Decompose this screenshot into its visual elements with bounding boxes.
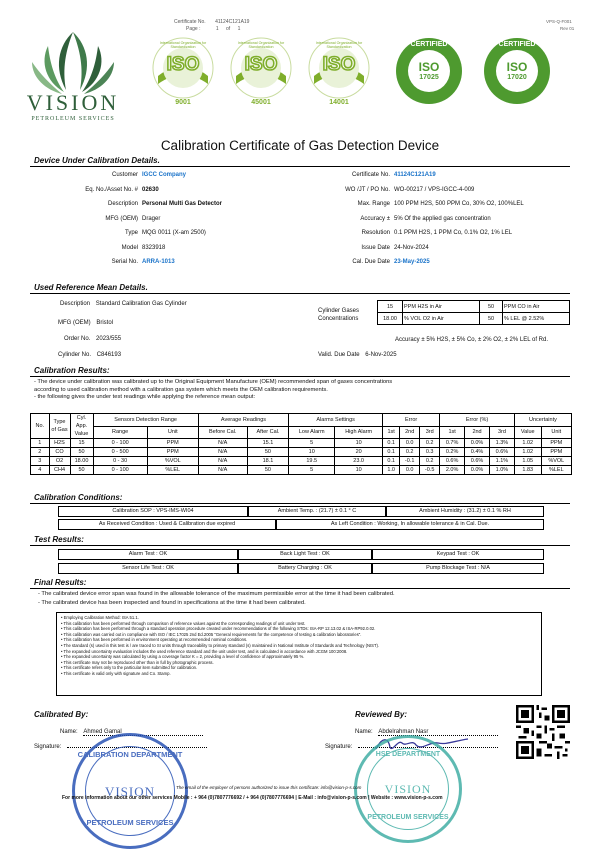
results-line: - the following gives the under test readings while applying the reference mean output: — [34, 394, 256, 401]
table-cell: %LEL — [147, 466, 198, 475]
table-row — [31, 448, 572, 457]
table-cell: %LEL — [541, 466, 571, 475]
field-value: ARRA-1013 — [142, 259, 175, 265]
field-value: Personal Multi Gas Detector — [142, 201, 223, 207]
backlight-test: Back Light Test : OK — [238, 549, 372, 560]
th-high: High Alarm — [335, 426, 383, 439]
iso-number: 9001 — [175, 99, 191, 106]
table-cell: N/A — [198, 448, 247, 457]
note-line: • This calibration has been performed in environment operating at recommended nominal conditions. — [61, 637, 248, 643]
note-line: • The expanded uncertainty evaluation includes the used reference standard and the unit under test, and is calculated in accordance with JCGM 100:2008. — [61, 648, 348, 654]
iso-9001-badge-icon — [146, 36, 220, 112]
conc-row — [378, 313, 570, 325]
field-value: MQG 0011 (X-am 2500) — [142, 230, 206, 236]
field-label: WO /JT / PO No. — [345, 186, 390, 193]
table-cell: 0.1 — [383, 448, 400, 457]
table-cell: %VOL — [541, 457, 571, 466]
conc-cell: 18.00 — [378, 313, 403, 325]
table-cell: 0.4% — [465, 448, 490, 457]
footer-disclaimer: The email of the employer of persons authorized to issue this certificate: info@vision-p-s.com — [176, 785, 362, 790]
field-row — [310, 257, 580, 272]
table-cell: 1.3% — [489, 439, 514, 448]
iso-text: ISO — [166, 54, 200, 75]
rev-name-row: Name: Abdelrahman Nasr — [355, 729, 498, 736]
field-label: Accuracy ± — [360, 215, 390, 222]
table-cell: 0.0% — [465, 439, 490, 448]
field-label: Eq. No./Asset No. # — [85, 186, 138, 193]
table-row — [31, 439, 572, 448]
table-cell: 0 - 500 — [93, 448, 147, 457]
final-text — [38, 590, 395, 608]
doc-rev: Rev 01 — [560, 26, 575, 31]
stamp-left-bottom: PETROLEUM SERVICES — [86, 818, 174, 827]
field-value: 0.1 PPM H2S, 1 PPM Co, 0.1% O2, 1% LEL — [394, 230, 513, 236]
conc-cell: 15 — [378, 301, 403, 313]
conditions-heading: Calibration Conditions: — [34, 493, 123, 502]
certified-iso: ISO — [418, 60, 440, 74]
field-row — [310, 243, 580, 258]
note-line: • This calibration was carried out in compliance with ISO / IEC 17025 2nd Ed.2005 "General requirements for the competence of testing & calibration laboratories". — [61, 631, 362, 637]
th-alarm: Alarms Settings — [289, 414, 383, 427]
urm-heading: Used Reference Mean Details. — [34, 283, 148, 292]
table-cell: 1.0 — [383, 466, 400, 475]
th-range: Range — [93, 426, 147, 439]
table-cell: 0.7% — [440, 439, 465, 448]
table-cell: -0.1 — [400, 457, 420, 466]
table-cell: 5 — [289, 466, 335, 475]
table-cell: 0 - 100 — [93, 466, 147, 475]
final-line: - The calibrated device error span was found in the allowable tolerance of the maximum permissible error at the time it had been calibrated. — [38, 591, 395, 597]
iso-number: 45001 — [251, 99, 271, 106]
th-unit: Unit — [147, 426, 198, 439]
urm-cylinder: Cylinder No. C846193 — [58, 352, 122, 358]
urm-accuracy: Accuracy ± 5% H2S, ± 5% Co, ± 2% O2, ± 2% LEL of Rd. — [395, 337, 549, 343]
field-row — [310, 228, 580, 243]
results-line: - The device under calibration was calibrated up to the Original Equipment Manufacture (OEM) recommended span of gases concentrations — [34, 379, 393, 385]
humidity-box: Ambient Humidity : (31.2) ± 0.1 % RH — [386, 506, 544, 517]
table-cell: 2 — [31, 448, 50, 457]
final-heading: Final Results: — [34, 578, 87, 587]
battery-test: Battery Charging : OK — [238, 563, 372, 574]
conc-row — [378, 301, 570, 313]
note-line: • This calibration has been performed through a standard operation procedure created under recommendations of the following STDs: ISA-RP 12.13.02 & ISA-RP92.0.02. — [61, 626, 376, 632]
calibrated-by: Calibrated By: — [34, 710, 89, 719]
th-pct2: 2nd — [465, 426, 490, 439]
note-line: • This calibration has been performed through comparison of reference values against the corresponding readings of unit under test. — [61, 620, 306, 626]
left-box: As Left Condition : Working, In allowable tolerance & in Cal. Due. — [276, 519, 544, 530]
certified-number: 17020 — [507, 74, 527, 81]
table-cell: 0.2 — [420, 457, 440, 466]
conc-cell: PPM CO in Air — [503, 301, 570, 313]
keypad-test: Keypad Test : OK — [372, 549, 544, 560]
iso-text: ISO — [244, 54, 278, 75]
field-label: Resolution — [361, 230, 390, 236]
stamp-left-top: CALIBRATION DEPARTMENT — [77, 750, 183, 759]
field-label: Cal. Due Date — [352, 259, 390, 265]
table-cell: 20 — [335, 448, 383, 457]
table-row — [31, 466, 572, 475]
results-table — [30, 413, 572, 475]
table-cell: H2S — [49, 439, 70, 448]
results-text — [34, 379, 392, 402]
note-line: • This certificate is valid only with signature and Co. Stamp. — [61, 670, 171, 676]
table-cell: 4 — [31, 466, 50, 475]
field-value: WO-00217 / VPS-IGCC-4-009 — [394, 186, 475, 193]
alarm-test: Alarm Test : OK — [58, 549, 238, 560]
field-row — [30, 199, 300, 214]
th-after: After Cal. — [247, 426, 289, 439]
conc-label: Cylinder Gases Concentrations — [318, 308, 360, 322]
table-cell: 2.0% — [440, 466, 465, 475]
iso-number: 14001 — [329, 99, 349, 106]
certified-17025-badge-icon — [396, 38, 462, 104]
th-err3: 3rd — [420, 426, 440, 439]
urm-mfg: MFG (OEM) Bristol — [58, 320, 114, 326]
conc-cell: 50 — [480, 313, 503, 325]
th-cyl: Cyl. App. Value — [70, 414, 93, 439]
field-value: 5% Of the applied gas concentration — [394, 215, 491, 222]
table-cell: 18.1 — [247, 457, 289, 466]
header-page: Page : 1 of 1 — [186, 26, 241, 32]
stamp-left-mid: VISION — [104, 784, 156, 799]
table-cell: 3 — [31, 457, 50, 466]
cal-name-row: Name: Ahmed Gamal — [60, 729, 203, 736]
conc-cell: % VOL O2 in Air — [403, 313, 480, 325]
company-logo — [18, 28, 128, 128]
field-row — [310, 185, 580, 200]
page-title: Calibration Certificate of Gas Detection Device — [160, 138, 440, 153]
field-label: Certificate No. — [351, 172, 390, 178]
table-cell: 50 — [70, 448, 93, 457]
th-low: Low Alarm — [289, 426, 335, 439]
table-cell: PPM — [147, 439, 198, 448]
th-sdr: Sensors Detection Range — [93, 414, 198, 427]
cal-signature-row: Signature: — [34, 744, 207, 750]
field-label: Type — [124, 230, 138, 236]
th-pct3: 3rd — [489, 426, 514, 439]
divider — [30, 376, 570, 377]
hse-stamp-icon — [354, 735, 462, 843]
table-cell: 0.0% — [465, 466, 490, 475]
table-cell: 0.2 — [400, 448, 420, 457]
table-cell: PPM — [147, 448, 198, 457]
table-cell: 10 — [289, 448, 335, 457]
table-cell: 0.6% — [489, 448, 514, 457]
table-cell: PPM — [541, 439, 571, 448]
iso-text: ISO — [322, 54, 356, 75]
th-err1: 1st — [383, 426, 400, 439]
table-cell: 19.5 — [289, 457, 335, 466]
field-row — [30, 170, 300, 185]
note-line: • This certificate may not be reproduced other than in full by photographic process. — [61, 659, 214, 665]
field-value: IGCC Company — [142, 172, 187, 178]
field-row — [30, 214, 300, 229]
conc-cell: PPM H2S in Air — [403, 301, 480, 313]
sop-box: Calibration SOP : VPS-IMS-WI04 — [58, 506, 248, 517]
field-row — [30, 228, 300, 243]
iso-45001-badge-icon — [224, 36, 298, 112]
temp-box: Ambient Temp. : (21.7) ± 0.1 ° C — [248, 506, 386, 517]
table-cell: 0 - 30 — [93, 457, 147, 466]
field-row — [30, 185, 300, 200]
field-label: Customer — [111, 172, 138, 178]
note-line: • This certificate refers only to the particular item submitted for calibration. — [61, 665, 198, 671]
field-value: 41124C121A19 — [394, 172, 436, 178]
th-before: Before Cal. — [198, 426, 247, 439]
stamp-right-mid: VISION — [384, 782, 432, 796]
table-cell: 50 — [70, 466, 93, 475]
urm-valid: Valid. Due Date 6-Nov-2025 — [318, 352, 397, 358]
notes-box — [56, 612, 542, 696]
table-cell: 15.1 — [247, 439, 289, 448]
stamp-right-top: HSE DEPARTMENT — [375, 751, 441, 758]
rev-signature-row: Signature: — [325, 744, 498, 750]
table-cell: N/A — [198, 457, 247, 466]
certified-text: CERTIFIED — [410, 41, 448, 48]
company-name: VISION — [26, 90, 120, 115]
final-line: - The calibrated device has been inspected and found in specifications at the time it had been calibrated. — [38, 600, 306, 606]
reviewed-by: Reviewed By: — [355, 710, 408, 719]
th-err2: 2nd — [400, 426, 420, 439]
table-cell: 0.0 — [400, 466, 420, 475]
urm-order: Order No. 2023/555 — [64, 336, 122, 342]
table-cell: 0.2% — [440, 448, 465, 457]
table-cell: 1.0% — [489, 466, 514, 475]
field-value: 24-Nov-2024 — [394, 244, 429, 251]
certified-text: CERTIFIED — [498, 41, 536, 48]
table-cell: 0.0 — [400, 439, 420, 448]
table-row — [31, 457, 572, 466]
field-row — [310, 170, 580, 185]
field-row — [310, 199, 580, 214]
table-cell: 1.83 — [514, 466, 541, 475]
table-cell: -0.5 — [420, 466, 440, 475]
table-cell: 23.0 — [335, 457, 383, 466]
table-cell: %VOL — [147, 457, 198, 466]
iso-badges — [146, 36, 378, 114]
table-cell: N/A — [198, 466, 247, 475]
table-cell: 0.3 — [420, 448, 440, 457]
note-line: • Employing Calibration Method: ISA 51.1. — [61, 615, 139, 620]
table-cell: 5 — [289, 439, 335, 448]
field-label: Description — [107, 201, 138, 207]
table-cell: 1.02 — [514, 439, 541, 448]
concentration-table — [377, 300, 570, 325]
certified-badges — [396, 38, 576, 108]
table-cell: 10 — [335, 466, 383, 475]
divider — [30, 545, 570, 546]
results-line: according to used calibration method with a calibration gas system which meets the OEM calibration requirements. — [34, 386, 328, 393]
footer-contact: For more information about our other services Mobile : + 964 (0)7807776692 / + 964 (0)7807776694 | E-Mail : info@vision-p-s.com | Website : www.vision-p-s.com — [62, 795, 443, 801]
th-no: No. — [31, 414, 50, 439]
table-cell: 1.05 — [514, 457, 541, 466]
calibration-stamp-icon — [72, 733, 188, 849]
duc-heading: Device Under Calibration Details. — [34, 156, 160, 165]
company-subtitle: PETROLEUM SERVICES — [31, 116, 115, 122]
iso-14001-badge-icon — [302, 36, 376, 112]
certified-iso: ISO — [506, 60, 528, 74]
table-cell: 1.02 — [514, 448, 541, 457]
field-label: Issue Date — [361, 244, 390, 251]
divider — [30, 588, 570, 589]
table-cell: 1.1% — [489, 457, 514, 466]
field-label: Model — [121, 244, 138, 251]
th-unc-value: Value — [514, 426, 541, 439]
pump-test: Pump Blockage Test : N/A — [372, 563, 544, 574]
iso-ring-text: International Organization for Standardization — [315, 41, 363, 49]
table-cell: CH4 — [49, 466, 70, 475]
conc-cell: 50 — [480, 301, 503, 313]
field-label: Serial No. — [111, 259, 138, 265]
table-cell: 0.6% — [465, 457, 490, 466]
table-cell: 18.00 — [70, 457, 93, 466]
field-value: 100 PPM H2S, 500 PPM Co, 30% O2, 100%LEL — [394, 201, 524, 207]
conc-cell: % LEL @ 2.52% — [503, 313, 570, 325]
field-label: MFG (OEM) — [105, 215, 138, 222]
field-row — [310, 214, 580, 229]
doc-code: VPS-Q-F001 — [546, 19, 572, 24]
th-avg: Average Readings — [198, 414, 288, 427]
table-cell: CO — [49, 448, 70, 457]
header-cert-no: Certificate No. 41124C121A19 — [174, 19, 250, 25]
field-label: Max. Range — [357, 201, 390, 207]
duc-right — [310, 170, 580, 272]
sensor-life-test: Sensor Life Test : OK — [58, 563, 238, 574]
tests-heading: Test Results: — [34, 535, 84, 544]
received-box: As Received Condition : Used & Calibration due expired — [58, 519, 276, 530]
iso-ring-text: International Organization for Standardization — [159, 41, 207, 49]
table-cell: N/A — [198, 439, 247, 448]
field-row — [30, 243, 300, 258]
field-value: 02630 — [142, 186, 159, 193]
th-pct1: 1st — [440, 426, 465, 439]
table-cell: 1 — [31, 439, 50, 448]
th-type: Type of Gas — [49, 414, 70, 439]
field-value: 23-May-2025 — [394, 259, 430, 265]
certified-number: 17025 — [419, 74, 439, 81]
note-line: • The standard (s) used in this test is / are traced to SI units through traceability to primary standard (s) maintained in National Institute of Standards and Technology (NIST). — [61, 642, 380, 648]
table-cell: 0.1 — [383, 457, 400, 466]
table-cell: 0 - 100 — [93, 439, 147, 448]
divider — [30, 503, 570, 504]
table-cell: 50 — [247, 466, 289, 475]
th-unc-unit: Unit — [541, 426, 571, 439]
table-cell: 0.2 — [420, 439, 440, 448]
table-cell: PPM — [541, 448, 571, 457]
field-row — [30, 257, 300, 272]
qr-code-icon — [516, 705, 570, 759]
field-value: Drager — [142, 215, 161, 222]
field-value: 8323918 — [142, 244, 166, 251]
certified-17020-badge-icon — [484, 38, 550, 104]
iso-ring-text: International Organization for Standardization — [237, 41, 285, 49]
stamp-right-bottom: PETROLEUM SERVICES — [367, 814, 449, 821]
th-unc: Uncertainty — [514, 414, 571, 427]
divider — [30, 293, 570, 294]
table-cell: 15 — [70, 439, 93, 448]
duc-left — [30, 170, 300, 272]
th-error: Error — [383, 414, 440, 427]
table-cell: 10 — [335, 439, 383, 448]
table-cell: 0.6% — [440, 457, 465, 466]
table-cell: O2 — [49, 457, 70, 466]
note-line: • The expanded uncertainty was calculated by using a coverage factor K = 2, providing a level of confidence of approximately 95 %. — [61, 654, 305, 660]
table-cell: 0.1 — [383, 439, 400, 448]
table-cell: 50 — [247, 448, 289, 457]
results-heading: Calibration Results: — [34, 366, 110, 375]
th-errpct: Error (%) — [440, 414, 515, 427]
divider — [30, 166, 570, 167]
urm-desc: Description Standard Calibration Gas Cylinder — [60, 301, 187, 307]
